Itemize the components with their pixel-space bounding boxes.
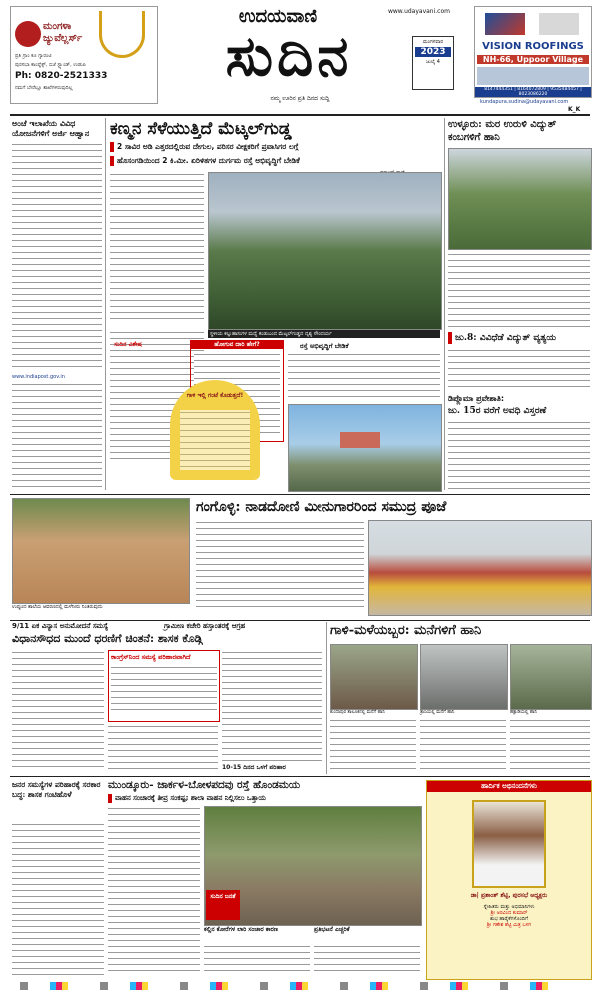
band-divider <box>10 494 590 495</box>
masthead <box>10 6 590 106</box>
right-story1-headline: ಉಳ್ಳೂರು: ಮರ ಉರುಳಿ ವಿದ್ಯುತ್ ಕಂಬಗಳಿಗೆ ಹಾನಿ <box>448 119 557 143</box>
bottom-col1-body <box>204 944 310 976</box>
greetings-line2: ಸ್ನೇಹಿತರು ಮತ್ತು ಅಭಿಮಾನಿಗಳು <box>483 904 535 910</box>
temple-photo <box>288 404 442 492</box>
paper-name-big: ಸುದಿನ <box>225 23 353 89</box>
flood-photo <box>12 498 190 604</box>
paper-name-small: ಉದಯವಾಣಿ <box>238 6 318 27</box>
house-icon <box>485 13 525 35</box>
damage-cap-3: ಹಕ್ಲಾಡಿಯಲ್ಲಿ ಹಾನಿ <box>510 710 537 715</box>
lower-kicker: 9/11 ಏಕ ವಿನ್ಯಾಸ ಅನುಮೋದನೆ ಸಮಸ್ಯೆ <box>12 622 109 630</box>
registration-marks <box>20 982 580 990</box>
damage-photo-1 <box>330 644 418 710</box>
inset-body <box>111 665 217 711</box>
roofing-ad <box>474 6 592 98</box>
main-body-col1 <box>110 172 204 322</box>
date-label: ಮಂಗಳವಾರ <box>422 39 443 45</box>
damage-body-1 <box>330 718 416 774</box>
bottom-left-body <box>12 822 104 976</box>
date-box <box>412 36 454 90</box>
column-divider <box>105 118 106 490</box>
tagline: ನಮ್ಮ ಊರಿನ ಪ್ರತಿ ದಿನದ ಸುದ್ದಿ <box>270 95 330 102</box>
bottom-main-headline: ಮುಂಡ್ಕೂರು- ಜಾರ್ಕಳ-ಬೋಳಪದವು ರಸ್ತೆ ಹೊಂಡಮಯ <box>108 779 301 791</box>
right-story2-headline: ಜು.8: ವಿವಿಧೆಡೆ ವಿದ್ಯುತ್ ವ್ಯತ್ಯಯ <box>448 332 590 344</box>
inset-headline: ಕಾಂಗ್ರೆಸ್‌ನಿಂದ ಸಮಸ್ಯೆ ಪರಿಹಾರವಾಗಿದೆ <box>111 653 191 661</box>
lower-divider <box>10 620 590 621</box>
damage-photo-3 <box>510 644 592 710</box>
lower-subhead: 10-15 ದಿನದ ಒಳಗೆ ಪರಿಹಾರ <box>222 764 286 771</box>
bottom-left-headline: ಜನರ ಸಮಸ್ಯೆಗಳ ಪರಿಹಾರಕ್ಕೆ ಸರಕಾರ ಬದ್ಧ: ಶಾಸಕ ಗಂಟಿಹೊಳೆ <box>12 780 101 799</box>
greetings-line3: ಶ್ರೀ ಅರವಿಂದ ಕುಮಾರ್ <box>490 910 528 916</box>
damage-headline: ಗಾಳಿ-ಮಳೆಯಬ್ಬರ: ಮನೆಗಳಿಗೆ ಹಾನಿ <box>330 623 482 638</box>
main-photo <box>208 172 442 330</box>
bell-title: ಗಾಳಿ ಇಲ್ಲಿ ಗಂಟೆ ಕೊಡುತ್ತದೆ! <box>186 392 244 399</box>
bottom-sub: ವಾಹನ ಸಂಚಾರಕ್ಕೆ ತೀವ್ರ ಸಂಕಷ್ಟ; ಶಾಲಾ ವಾಹನ ನಿಲ್ಲಿಸಲು ಒತ್ತಾಯ <box>108 794 420 803</box>
left-url: www.indiapost.gov.in <box>12 374 65 380</box>
middle-body <box>196 520 364 612</box>
damage-cap-1: ಕುಂದಾಪುರ ತಾಲೂಕಿನಲ್ಲಿ ಮನೆಗೆ ಹಾನಿ <box>330 710 385 715</box>
lower-kicker-2: ಗ್ರಾಮೀಣ ಕಚೇರಿ ಹಸ್ತಾಂತರಕ್ಕೆ ಆಗ್ರಹ <box>164 622 246 630</box>
lower-body-col2 <box>108 724 218 770</box>
right-story3-body <box>448 420 590 490</box>
temple-roof <box>340 432 380 448</box>
right-story3-headline: ಜು. 15ರ ವರೆಗೆ ಅವಧಿ ವಿಸ್ತರಣೆ <box>448 406 547 416</box>
greetings-line5: ಶ್ರೀ ಗಣೇಶ ಶೆಟ್ಟಿ ಮಿತ್ರ ಬಳಗ <box>486 922 532 928</box>
greetings-header: ಹಾರ್ದಿಕ ಅಭಿನಂದನೆಗಳು <box>427 781 591 792</box>
bottom-divider <box>10 776 590 777</box>
bottom-col2-title: ಪ್ರತಿಭಟನೆ ಎಚ್ಚರಿಕೆ <box>314 926 350 933</box>
greetings-portrait <box>472 800 546 888</box>
janate-badge: ಸುದಿನ ಜನತೆ <box>206 890 240 920</box>
left-body-text-2 <box>12 382 102 492</box>
main-sub-2: ಹೊಸಂಗಡಿಯಿಂದ 2 ಕಿ.ಮೀ. ಏರಿಳಿತಗಳ ದುರ್ಗಮ ರಸ್ತೆ ಅಭಿವೃದ್ಧಿಗೆ ಬೇಡಿಕೆ <box>110 156 440 166</box>
left-column <box>12 118 102 490</box>
date-year: 2023 <box>415 47 451 57</box>
main-headline: ಕಣ್ಮನ ಸೆಳೆಯುತ್ತಿದೆ ಮೆಟ್ಕಲ್‌ಗುಡ್ಡ <box>110 119 292 139</box>
factory-icon <box>539 13 579 35</box>
greetings-ad <box>426 780 592 980</box>
bottom-col2-body <box>314 944 420 976</box>
flood-caption: ಉಪ್ಪುಂದ ಶಾಲೆಯ ಆವರಣದಲ್ಲಿ ಮಳೆನೀರು ನಿಂತಿರುವುದು <box>12 604 103 610</box>
road-body <box>288 352 440 402</box>
lower-body-col3 <box>222 650 322 762</box>
right-divider <box>444 118 445 490</box>
roofing-phones: 8147444351 | 8164072809 | 9535484457 | 8023086220 <box>475 87 591 97</box>
bottom-body-col1 <box>108 806 200 974</box>
right-story2-body <box>448 348 590 392</box>
right-story3-kicker: ಡಿಪ್ಲೊಮಾ ಪ್ರವೇಶಾತಿ: <box>448 394 505 403</box>
ad-brand: ಮಂಗಳಾ ಜ್ಯುವೆಲ್ಲರ್ಸ್ <box>43 21 83 44</box>
date-info: ಜುಲೈ 4 <box>425 59 440 65</box>
bell-text <box>180 410 250 470</box>
ad-phone: Ph: 0820-2521333 <box>15 71 108 81</box>
edition-code: K_K <box>568 106 581 113</box>
left-body-text <box>12 142 102 372</box>
main-sub-1: 2 ಸಾವಿರ ಅಡಿ ಎತ್ತರದಲ್ಲಿರುವ ದೇಗುಲ, ಪರಿಸರ ವೀಕ್ಷಕರಿಗೆ ಪ್ರವಾಸಿಗರ ಲಗ್ಗೆ <box>110 142 440 152</box>
lower-headline: ವಿಧಾನಸೌಧದ ಮುಂದೆ ಧರಣಿಗೆ ಚಿಂತನೆ: ಶಾಸಕ ಕೊಡ್ಗಿ <box>12 632 203 645</box>
right-photo <box>448 148 592 250</box>
right-story1-body <box>448 252 590 330</box>
left-headline: ಅಂಚೆ ಇಲಾಖೆಯ ವಿವಿಧ ಯೋಜನೆಗಳಿಗೆ ಅರ್ಜಿ ಆಹ್ವಾನ <box>12 118 90 138</box>
ad-logo <box>15 21 41 47</box>
greetings-name: ಡಾ| ಪ್ರಶಾಂತ್ ಶೆಟ್ಟಿ, ಪುರಸಭೆ ಅಧ್ಯಕ್ಷರು <box>470 892 548 899</box>
roofing-image <box>477 67 589 85</box>
greetings-line4: ಶುಭ ಹಾರೈಕೆಗಳೊಂದಿಗೆ <box>490 916 528 922</box>
main-photo-caption: ಸ್ಥಳೀಯ ಕಲ್ಲುಹಾಸುಗಳ ಮಧ್ಯೆ ಕಂಡುಬಂದ ಮೆಟ್ಕಲ್‌ಗುಡ್ಡದ ದೃಶ್ಯ ಸೌಂದರ್ಯ <box>208 330 440 338</box>
ad-tag: ಪ್ರತಿ ಗ್ರಾಂ ಕೂ ಗ್ಯಾರಂಟಿ <box>15 53 52 59</box>
lower-body-col1 <box>12 650 104 770</box>
road-title: ರಸ್ತೆ ಅಭಿವೃದ್ಧಿಗೆ ಬೇಡಿಕೆ <box>300 342 349 350</box>
inset-box <box>108 650 220 722</box>
website: www.udayavani.com <box>387 8 450 15</box>
roofing-brand: VISION ROOFINGS <box>482 41 584 52</box>
damage-body-3 <box>510 718 590 774</box>
special-badge: ಸುದಿನ ವಿಶೇಷ <box>114 341 142 348</box>
masthead-divider <box>10 114 590 116</box>
damage-photo-2 <box>420 644 508 710</box>
damage-cap-2: ತ್ರಾಸಿಯಲ್ಲಿ ಮನೆಗೆ ಹಾನಿ <box>420 710 455 715</box>
lower-vdivider <box>326 622 327 774</box>
roofing-location: NH-66, Uppoor Village <box>477 55 589 64</box>
middle-headline: ಗಂಗೊಳ್ಳಿ: ನಾಡದೋಣಿ ಮೀನುಗಾರರಿಂದ ಸಮುದ್ರ ಪೂಜೆ <box>196 499 447 515</box>
ad-note: ನಮಗೆ ಬೇರೆಲ್ಲೂ ಶಾಖೆಗಳಿರುವುದಿಲ್ಲ <box>15 85 73 91</box>
jewellery-ad <box>10 6 158 104</box>
bottom-col1-title: ಕಲ್ಲಿನ ಕೋರೆಗಳ ಲಾರಿ ಸಂಚಾರ ಕಾರಣ <box>204 926 278 933</box>
info-box-title: ಹೋಗುವ ದಾರಿ ಹೇಗೆ? <box>191 341 283 349</box>
damage-body-2 <box>420 718 506 774</box>
ad-address: ಪುರಸಭಾ ಕಾಂಪ್ಲೆಕ್ಸ್, ಬಿಜೆ ಸ್ಟ್ಯಾಂಡ್, ಉಡುಪಿ <box>15 62 86 68</box>
email-line: kundapura.sudina@udayavani.com <box>480 99 569 105</box>
puja-photo <box>368 520 592 616</box>
